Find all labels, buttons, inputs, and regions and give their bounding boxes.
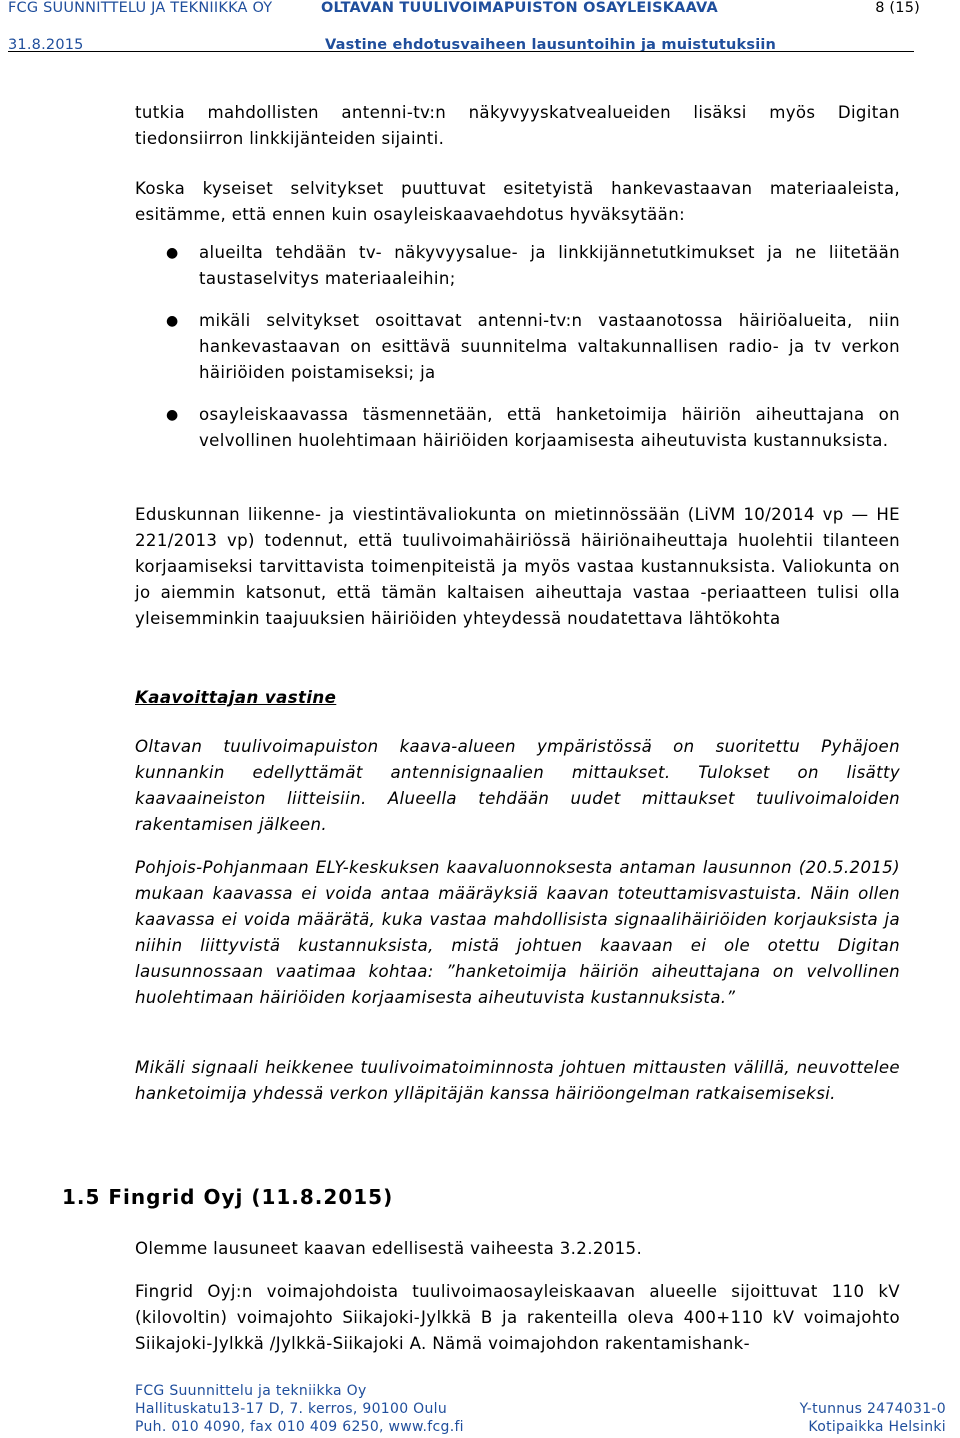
section-title-fingrid: 1.5 Fingrid Oyj (11.8.2015) [62, 1185, 394, 1209]
bullet-icon: ● [166, 407, 179, 423]
header-divider [8, 51, 914, 52]
header-subtitle: Vastine ehdotusvaiheen lausuntoihin ja muistutuksiin [325, 37, 777, 53]
bullet-icon: ● [166, 245, 179, 261]
paragraph-response-measurements: Oltavan tuulivoimapuiston kaava-alueen ympäristössä on suoritettu Pyhäjoen kunnankin edellyttämät antennisignaalien mittaukset. Tulokset on lisätty kaavaaineiston liitteisiin. Alueella tehdään uudet mittaukset tuulivoimaloiden rakentamisen jälkeen. [135, 737, 900, 834]
list-item [166, 402, 900, 454]
list-item [166, 308, 900, 386]
paragraph-demand-intro: Koska kyseiset selvitykset puuttuvat esitetyistä hankevastaavan materiaaleista, esitämme, että ennen kuin osayleiskaavaehdotus hyväksytään: [135, 179, 900, 224]
paragraph-fingrid-previous: Olemme lausuneet kaavan edellisestä vaiheesta 3.2.2015. [135, 1239, 643, 1258]
list-item-text: alueilta tehdään tv- näkyvyysalue- ja linkkijännetutkimukset ja ne liitetään taustaselvitys materiaaleihin; [199, 243, 900, 288]
footer-business-id: Y-tunnus 2474031-0 [799, 1401, 946, 1417]
paragraph-parliament-committee: Eduskunnan liikenne- ja viestintävaliokunta on mietinnössään (LiVM 10/2014 vp — HE 221/2013 vp) todennut, että tuulivoimahäiriössä häiriönaiheuttaja huolehtii tilanteen korjaamiseksi tarvittavista toimenpiteistä ja myös vastaa kustannuksista. Valiokunta on jo aiemmin katsonut, että tämän kaltaisen aiheuttaja vastaa -periaatteen tulisi olla yleisemminkin taajuuksien häiriöiden yhteydessä noudatettava lähtökohta [135, 505, 900, 628]
paragraph-digita-request: tutkia mahdollisten antenni-tv:n näkyvyyskatvealueiden lisäksi myös Digitan tiedonsiirron linkkijänteiden sijainti. [135, 103, 900, 148]
planner-response-heading: Kaavoittajan vastine [135, 688, 337, 707]
list-item-text: mikäli selvitykset osoittavat antenni-tv:n vastaanotossa häiriöalueita, niin hankevastaavan on esittävä suunnitelma valtakunnallisen radio- ja tv verkon häiriöiden poistamiseksi; ja [199, 311, 900, 382]
header-page-number: 8 (15) [875, 0, 920, 16]
footer-company: FCG Suunnittelu ja tekniikka Oy [135, 1383, 367, 1399]
paragraph-response-negotiation: Mikäli signaali heikkenee tuulivoimatoiminnosta johtuen mittausten välillä, neuvottelee hanketoimija yhdessä verkon ylläpitäjän kanssa häiriöongelman ratkaisemiseksi. [135, 1058, 900, 1103]
paragraph-response-ely: Pohjois-Pohjanmaan ELY-keskuksen kaavaluonnoksesta antaman lausunnon (20.5.2015) mukaan kaavassa ei voida antaa määräyksiä kaavan toteuttamisvastuista. Näin ollen kaavassa ei voida määrätä, kuka vastaa mahdollisista signaalihäiriöiden korjauksista ja niihin liittyvistä kustannuksista, mistä johtuen kaavaan ei ole otettu Digitan lausunnossaan vaatimaa kohtaa: ”hanketoimija häiriön aiheuttajana on velvollinen huolehtimaan häiriöiden korjaamisesta aiheutuvista kustannuksista.” [135, 858, 900, 1007]
list-item [166, 240, 900, 292]
bullet-icon: ● [166, 313, 179, 329]
paragraph-fingrid-powerlines: Fingrid Oyj:n voimajohdoista tuulivoimaosayleiskaavan alueelle sijoittuvat 110 kV (kilovoltin) voimajohto Siikajoki-Jylkkä B ja rakenteilla oleva 400+110 kV voimajohto Siikajoki-Jylkkä /Jylkkä-Siikajoki A. Nämä voimajohdon rakentamishank- [135, 1282, 900, 1353]
list-item-text: osayleiskaavassa täsmennetään, että hanketoimija häiriön aiheuttajana on velvollinen huolehtimaan häiriöiden korjaamisesta aiheutuvista kustannuksista. [199, 405, 900, 450]
footer-address: Hallituskatu13-17 D, 7. kerros, 90100 Oulu [135, 1401, 448, 1417]
header-title: OLTAVAN TUULIVOIMAPUISTON OSAYLEISKAAVA [321, 0, 718, 16]
header-date: 31.8.2015 [8, 37, 84, 53]
footer-phone: Puh. 010 4090, fax 010 409 6250, www.fcg.fi [135, 1419, 464, 1435]
demand-list [166, 240, 900, 470]
header-company: FCG SUUNNITTELU JA TEKNIIKKA OY [8, 0, 273, 16]
footer-domicile: Kotipaikka Helsinki [808, 1419, 946, 1435]
